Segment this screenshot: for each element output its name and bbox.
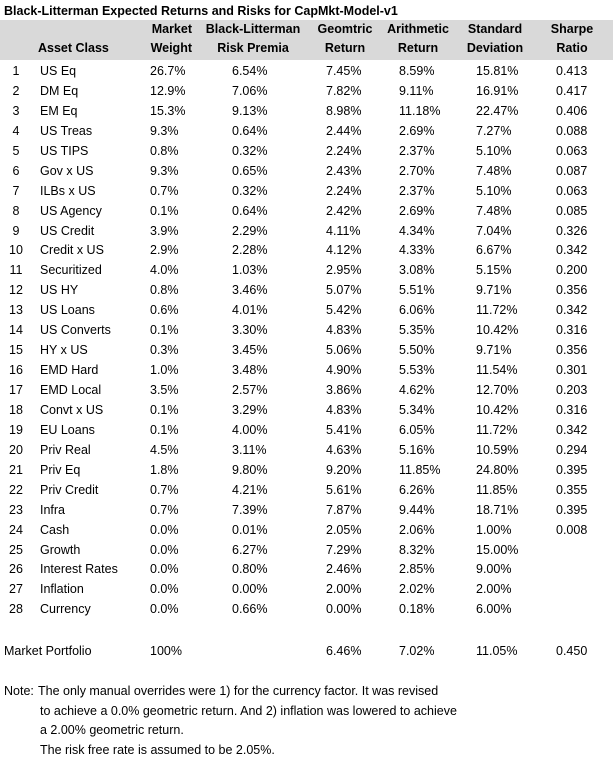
note-line: to achieve a 0.0% geometric return. And 2) inflation was lowered to achieve — [40, 703, 457, 718]
table-header — [0, 20, 613, 60]
cell-sharpe-ratio: 0.203 — [556, 383, 588, 397]
cell-arithmetic-return: 2.70% — [399, 163, 435, 178]
cell-standard-deviation: 10.42% — [476, 323, 519, 338]
cell-standard-deviation: 11.72% — [476, 422, 518, 437]
cell-market-weight: 26.7% — [150, 64, 186, 78]
cell-sharpe-ratio: 0.294 — [556, 442, 588, 457]
cell-market-weight: 0.3% — [150, 343, 179, 358]
cell-market-weight: 4.5% — [150, 442, 179, 457]
table-row — [0, 341, 613, 361]
cell-market-weight: 0.7% — [150, 482, 179, 497]
cell-market-weight: 0.6% — [150, 303, 179, 318]
cell-arithmetic-return: 5.34% — [399, 402, 435, 417]
cell-standard-deviation: 9.71% — [476, 343, 512, 358]
header-geometric-return: Geomtric Return — [317, 22, 373, 55]
cell-market-weight: 9.3% — [150, 163, 179, 178]
cell-arithmetic-return: 3.08% — [399, 263, 435, 278]
table-row — [0, 361, 613, 381]
cell-asset-class: Credit x US — [40, 243, 104, 258]
cell-arithmetic-return: 11.18% — [399, 103, 441, 118]
page-title: Black-Litterman Expected Returns and Risks for CapMkt-Model-v1 — [4, 4, 398, 18]
cell-asset-class: Inflation — [40, 582, 84, 597]
cell-row-number: 20 — [9, 442, 23, 457]
cell-geometric-return: 7.29% — [326, 542, 362, 557]
cell-arithmetic-return: 2.69% — [399, 203, 435, 218]
cell-bl-risk-premia: 0.32% — [232, 143, 268, 158]
cell-standard-deviation: 24.80% — [476, 462, 519, 477]
cell-standard-deviation: 1.00% — [476, 522, 512, 537]
cell-asset-class: EM Eq — [40, 103, 78, 118]
cell-sharpe-ratio: 0.342 — [556, 422, 588, 437]
cell-asset-class: EU Loans — [40, 422, 95, 437]
market-portfolio-label: Market Portfolio — [4, 644, 92, 658]
cell-market-weight: 12.9% — [150, 83, 186, 98]
note-label: Note: — [4, 684, 34, 698]
cell-row-number: 12 — [9, 283, 23, 298]
table-body — [0, 62, 613, 620]
cell-geometric-return: 2.42% — [326, 203, 362, 218]
cell-bl-risk-premia: 0.32% — [232, 183, 268, 198]
cell-market-weight: 0.7% — [150, 502, 179, 517]
cell-arithmetic-return: 2.06% — [399, 522, 435, 537]
cell-asset-class: US HY — [40, 283, 79, 298]
cell-row-number: 3 — [12, 103, 20, 118]
cell-market-weight: 0.1% — [150, 402, 179, 417]
table-row — [0, 401, 613, 421]
note-line: The risk free rate is assumed to be 2.05%. — [40, 742, 275, 757]
cell-asset-class: US Agency — [40, 203, 102, 218]
cell-geometric-return: 8.98% — [326, 103, 362, 118]
cell-asset-class: HY x US — [40, 343, 88, 358]
cell-geometric-return: 2.43% — [326, 163, 362, 178]
cell-standard-deviation: 5.10% — [476, 183, 512, 198]
cell-arithmetic-return: 4.33% — [399, 243, 435, 258]
cell-row-number: 26 — [9, 562, 23, 577]
cell-arithmetic-return: 5.16% — [399, 442, 435, 457]
cell-standard-deviation: 5.10% — [476, 143, 512, 158]
cell-asset-class: US Eq — [40, 64, 77, 78]
cell-arithmetic-return: 9.44% — [399, 502, 435, 517]
cell-bl-risk-premia: 0.66% — [232, 602, 268, 617]
cell-market-weight: 9.3% — [150, 123, 179, 138]
cell-arithmetic-return: 5.53% — [399, 363, 435, 378]
cell-standard-deviation: 15.00% — [476, 542, 519, 557]
cell-standard-deviation: 7.48% — [476, 203, 512, 218]
cell-market-weight: 0.1% — [150, 323, 179, 338]
cell-market-weight: 15.3% — [150, 103, 186, 118]
header-arithmetic-return: Arithmetic Return — [387, 22, 449, 55]
header-market-weight: Market Weight — [150, 22, 192, 55]
cell-sharpe-ratio: 0.417 — [556, 83, 588, 98]
cell-asset-class: Cash — [40, 522, 70, 537]
cell-bl-risk-premia: 4.21% — [232, 482, 268, 497]
cell-bl-risk-premia: 9.80% — [232, 462, 268, 477]
cell-geometric-return: 4.11% — [326, 223, 361, 238]
cell-sharpe-ratio: 0.356 — [556, 283, 588, 298]
cell-asset-class: US Treas — [40, 123, 93, 138]
table-row — [0, 162, 613, 182]
header-asset-class: Asset Class — [38, 41, 109, 55]
cell-standard-deviation: 7.27% — [476, 123, 512, 138]
cell-market-weight: 2.9% — [150, 243, 179, 258]
cell-market-weight: 0.8% — [150, 283, 179, 298]
cell-arithmetic-return: 2.85% — [399, 562, 435, 577]
cell-standard-deviation: 16.91% — [476, 83, 519, 98]
cell-bl-risk-premia: 0.80% — [232, 562, 268, 577]
cell-geometric-return: 4.90% — [326, 363, 362, 378]
cell-bl-risk-premia: 2.28% — [232, 243, 268, 258]
cell-market-weight: 4.0% — [150, 263, 179, 278]
cell-standard-deviation: 12.70% — [476, 383, 519, 397]
cell-arithmetic-return: 5.35% — [399, 323, 435, 338]
cell-asset-class: Growth — [40, 542, 81, 557]
cell-bl-risk-premia: 0.64% — [232, 123, 268, 138]
cell-market-weight: 1.0% — [150, 363, 179, 378]
cell-asset-class: ILBs x US — [40, 183, 96, 198]
cell-standard-deviation: 7.04% — [476, 223, 512, 238]
cell-sharpe-ratio: 0.088 — [556, 123, 588, 138]
cell-arithmetic-return: 4.62% — [399, 383, 435, 397]
cell-standard-deviation: 10.59% — [476, 442, 519, 457]
cell-row-number: 4 — [12, 123, 20, 138]
cell-arithmetic-return: 5.50% — [399, 343, 435, 358]
table-row — [0, 580, 613, 600]
cell-standard-deviation: 11.85% — [476, 482, 518, 497]
cell-standard-deviation: 6.00% — [476, 602, 512, 617]
cell-sharpe-ratio: 0.342 — [556, 303, 588, 318]
cell-bl-risk-premia: 2.29% — [232, 223, 268, 238]
cell-asset-class: Infra — [40, 502, 66, 517]
cell-asset-class: DM Eq — [40, 83, 79, 98]
cell-asset-class: Convt x US — [40, 402, 104, 417]
table-row — [0, 261, 613, 281]
cell-asset-class: Priv Real — [40, 442, 91, 457]
cell-row-number: 18 — [9, 402, 23, 417]
cell-sharpe-ratio: 0.301 — [556, 363, 588, 378]
cell-bl-risk-premia: 3.46% — [232, 283, 268, 298]
table-row — [0, 222, 613, 242]
cell-market-weight: 0.1% — [150, 422, 179, 437]
cell-arithmetic-return: 0.18% — [399, 602, 435, 617]
cell-geometric-return: 5.06% — [326, 343, 362, 358]
note-line: a 2.00% geometric return. — [40, 723, 184, 737]
cell-asset-class: EMD Hard — [40, 363, 99, 378]
cell-row-number: 11 — [9, 263, 23, 278]
table-row — [0, 461, 613, 481]
table-row — [0, 281, 613, 301]
table-row — [0, 481, 613, 501]
cell-sharpe-ratio: 0.063 — [556, 183, 588, 198]
cell-bl-risk-premia: 9.13% — [232, 103, 268, 118]
table-row — [0, 122, 613, 142]
header-bl-risk-premia: Black-Litterman Risk Premia — [205, 22, 301, 55]
cell-sharpe-ratio: 0.316 — [556, 323, 588, 338]
table-row — [0, 321, 613, 341]
cell-row-number: 27 — [9, 582, 23, 597]
cell-bl-risk-premia: 3.30% — [232, 323, 268, 338]
table-row — [0, 501, 613, 521]
cell-row-number: 24 — [9, 522, 23, 537]
cell-standard-deviation: 15.81% — [476, 64, 519, 78]
cell-geometric-return: 7.45% — [326, 64, 362, 78]
cell-asset-class: EMD Local — [40, 383, 102, 397]
cell-arithmetic-return: 6.05% — [399, 422, 435, 437]
cell-row-number: 10 — [9, 243, 23, 258]
cell-standard-deviation: 7.48% — [476, 163, 512, 178]
cell-sharpe-ratio: 0.356 — [556, 343, 588, 358]
cell-arithmetic-return: 11.85% — [399, 462, 441, 477]
cell-geometric-return: 5.42% — [326, 303, 362, 318]
cell-bl-risk-premia: 3.29% — [232, 402, 268, 417]
cell-bl-risk-premia: 6.54% — [232, 64, 268, 78]
cell-arithmetic-return: 8.32% — [399, 542, 435, 557]
cell-bl-risk-premia: 0.00% — [232, 582, 268, 597]
cell-market-weight: 3.9% — [150, 223, 179, 238]
market-portfolio-row — [0, 641, 613, 661]
cell-geometric-return: 4.83% — [326, 402, 362, 417]
cell-sharpe-ratio: 0.316 — [556, 402, 588, 417]
table-row — [0, 202, 613, 222]
cell-asset-class: US Converts — [40, 323, 111, 338]
cell-sharpe-ratio: 0.406 — [556, 103, 588, 118]
cell-row-number: 15 — [9, 343, 23, 358]
cell-geometric-return: 2.95% — [326, 263, 362, 278]
market-portfolio-arithmetic: 7.02% — [399, 644, 435, 658]
cell-geometric-return: 4.83% — [326, 323, 362, 338]
cell-sharpe-ratio: 0.200 — [556, 263, 588, 278]
cell-market-weight: 0.0% — [150, 542, 179, 557]
cell-asset-class: US TIPS — [40, 143, 89, 158]
table-row — [0, 102, 613, 122]
cell-asset-class: Priv Credit — [40, 482, 99, 497]
cell-market-weight: 3.5% — [150, 383, 179, 397]
cell-sharpe-ratio: 0.008 — [556, 522, 588, 537]
cell-arithmetic-return: 2.02% — [399, 582, 435, 597]
cell-geometric-return: 4.63% — [326, 442, 362, 457]
market-portfolio-weight: 100% — [150, 644, 182, 658]
header-sharpe-ratio: Sharpe Ratio — [550, 22, 594, 55]
cell-geometric-return: 5.41% — [326, 422, 362, 437]
header-standard-deviation: Standard Deviation — [466, 22, 524, 55]
cell-bl-risk-premia: 3.48% — [232, 363, 268, 378]
cell-bl-risk-premia: 7.39% — [232, 502, 268, 517]
cell-standard-deviation: 9.71% — [476, 283, 512, 298]
table-row — [0, 182, 613, 202]
table-row — [0, 441, 613, 461]
cell-asset-class: Priv Eq — [40, 462, 81, 477]
cell-market-weight: 0.0% — [150, 602, 179, 617]
cell-sharpe-ratio: 0.413 — [556, 64, 588, 78]
cell-bl-risk-premia: 0.65% — [232, 163, 268, 178]
table-row — [0, 241, 613, 261]
market-portfolio-geometric: 6.46% — [326, 644, 362, 658]
cell-bl-risk-premia: 3.11% — [232, 442, 267, 457]
cell-row-number: 22 — [9, 482, 23, 497]
cell-standard-deviation: 2.00% — [476, 582, 512, 597]
cell-market-weight: 0.0% — [150, 562, 179, 577]
cell-sharpe-ratio: 0.342 — [556, 243, 588, 258]
cell-standard-deviation: 6.67% — [476, 243, 512, 258]
cell-geometric-return: 4.12% — [326, 243, 362, 258]
cell-sharpe-ratio: 0.326 — [556, 223, 588, 238]
cell-standard-deviation: 18.71% — [476, 502, 519, 517]
cell-row-number: 19 — [9, 422, 23, 437]
cell-standard-deviation: 5.15% — [476, 263, 512, 278]
cell-market-weight: 1.8% — [150, 462, 179, 477]
cell-bl-risk-premia: 0.64% — [232, 203, 268, 218]
cell-arithmetic-return: 8.59% — [399, 64, 435, 78]
cell-standard-deviation: 11.54% — [476, 363, 518, 378]
cell-geometric-return: 2.24% — [326, 183, 362, 198]
cell-arithmetic-return: 2.37% — [399, 143, 435, 158]
cell-row-number: 25 — [9, 542, 23, 557]
table-row — [0, 62, 613, 82]
cell-asset-class: Interest Rates — [40, 562, 118, 577]
cell-row-number: 1 — [12, 64, 20, 78]
table-row — [0, 421, 613, 441]
cell-sharpe-ratio: 0.085 — [556, 203, 588, 218]
cell-bl-risk-premia: 1.03% — [232, 263, 268, 278]
table-row — [0, 301, 613, 321]
cell-geometric-return: 5.61% — [326, 482, 362, 497]
cell-sharpe-ratio: 0.395 — [556, 502, 588, 517]
table-row — [0, 381, 613, 401]
table-row — [0, 142, 613, 162]
note-line: The only manual overrides were 1) for the currency factor. It was revised — [38, 684, 439, 698]
cell-geometric-return: 3.86% — [326, 383, 362, 397]
cell-row-number: 2 — [12, 83, 20, 98]
cell-market-weight: 0.0% — [150, 582, 179, 597]
table-row — [0, 560, 613, 580]
cell-geometric-return: 2.05% — [326, 522, 362, 537]
cell-arithmetic-return: 4.34% — [399, 223, 435, 238]
cell-row-number: 28 — [9, 602, 23, 617]
cell-market-weight: 0.7% — [150, 183, 179, 198]
cell-sharpe-ratio: 0.063 — [556, 143, 588, 158]
cell-row-number: 14 — [9, 323, 23, 338]
cell-asset-class: US Loans — [40, 303, 95, 318]
cell-arithmetic-return: 6.26% — [399, 482, 435, 497]
cell-bl-risk-premia: 2.57% — [232, 383, 268, 397]
cell-geometric-return: 2.44% — [326, 123, 362, 138]
cell-asset-class: Currency — [40, 602, 91, 617]
cell-row-number: 5 — [12, 143, 20, 158]
cell-market-weight: 0.8% — [150, 143, 179, 158]
cell-row-number: 17 — [9, 383, 23, 397]
cell-geometric-return: 2.24% — [326, 143, 362, 158]
table-row — [0, 541, 613, 561]
cell-geometric-return: 5.07% — [326, 283, 362, 298]
cell-sharpe-ratio: 0.355 — [556, 482, 588, 497]
cell-bl-risk-premia: 0.01% — [232, 522, 268, 537]
cell-arithmetic-return: 6.06% — [399, 303, 435, 318]
cell-row-number: 16 — [9, 363, 23, 378]
cell-bl-risk-premia: 4.00% — [232, 422, 268, 437]
cell-market-weight: 0.1% — [150, 203, 179, 218]
cell-geometric-return: 2.46% — [326, 562, 362, 577]
cell-geometric-return: 0.00% — [326, 602, 362, 617]
cell-arithmetic-return: 2.37% — [399, 183, 435, 198]
cell-standard-deviation: 9.00% — [476, 562, 512, 577]
cell-asset-class: Gov x US — [40, 163, 94, 178]
market-portfolio-sharpe: 0.450 — [556, 644, 588, 658]
cell-geometric-return: 7.87% — [326, 502, 362, 517]
cell-row-number: 9 — [12, 223, 20, 238]
cell-sharpe-ratio: 0.395 — [556, 462, 588, 477]
cell-geometric-return: 2.00% — [326, 582, 362, 597]
cell-arithmetic-return: 9.11% — [399, 83, 434, 98]
cell-geometric-return: 7.82% — [326, 83, 362, 98]
cell-row-number: 21 — [9, 462, 23, 477]
cell-arithmetic-return: 2.69% — [399, 123, 435, 138]
cell-market-weight: 0.0% — [150, 522, 179, 537]
cell-row-number: 8 — [12, 203, 20, 218]
table-row — [0, 82, 613, 102]
market-portfolio-std-dev: 11.05% — [476, 644, 518, 658]
cell-row-number: 7 — [12, 183, 20, 198]
cell-sharpe-ratio: 0.087 — [556, 163, 588, 178]
table-row — [0, 600, 613, 620]
cell-standard-deviation: 22.47% — [476, 103, 519, 118]
cell-row-number: 13 — [9, 303, 23, 318]
cell-geometric-return: 9.20% — [326, 462, 362, 477]
cell-arithmetic-return: 5.51% — [399, 283, 435, 298]
cell-asset-class: Securitized — [40, 263, 102, 278]
cell-standard-deviation: 11.72% — [476, 303, 518, 318]
table-row — [0, 521, 613, 541]
cell-bl-risk-premia: 7.06% — [232, 83, 268, 98]
cell-row-number: 23 — [9, 502, 23, 517]
cell-row-number: 6 — [12, 163, 20, 178]
cell-bl-risk-premia: 6.27% — [232, 542, 268, 557]
cell-standard-deviation: 10.42% — [476, 402, 519, 417]
cell-bl-risk-premia: 4.01% — [232, 303, 268, 318]
cell-asset-class: US Credit — [40, 223, 95, 238]
cell-bl-risk-premia: 3.45% — [232, 343, 268, 358]
